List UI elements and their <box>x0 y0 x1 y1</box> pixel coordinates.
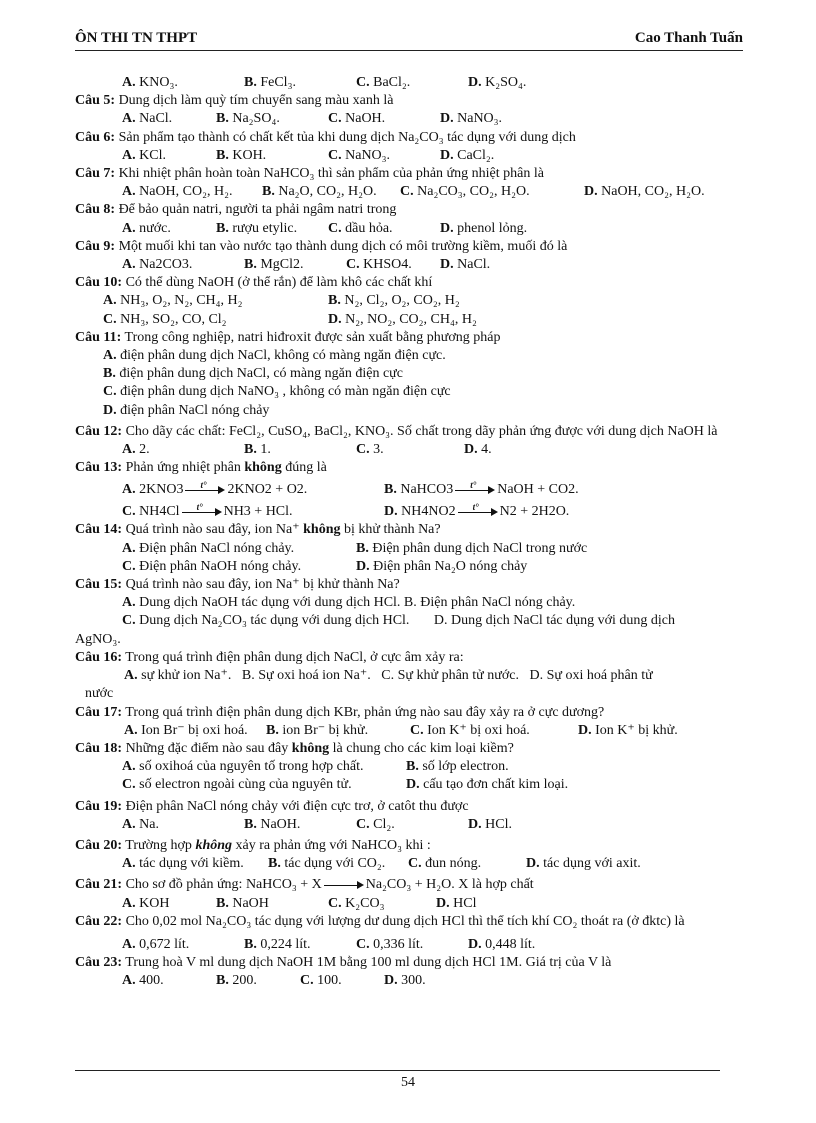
option: C. K₂CO₃ <box>328 895 385 911</box>
option: C. Na₂CO₃, CO₂, H₂O. <box>400 184 530 200</box>
option: A. Điện phân NaCl nóng chảy. <box>122 540 295 556</box>
option: B. 200. <box>216 973 257 989</box>
option: C. Cl₂. <box>356 816 395 832</box>
option: D. 300. <box>384 973 426 989</box>
option: D. CaCl₂. <box>440 147 495 163</box>
option: A. KOH <box>122 895 170 911</box>
option: A. NaCl. <box>122 111 173 127</box>
option: C. NH₃, SO₂, CO, Cl₂ <box>103 311 227 327</box>
option: C. 0,336 lít. <box>356 936 424 952</box>
page-number: 54 <box>401 1075 415 1090</box>
reaction-arrow-icon: t° <box>458 507 498 517</box>
options-q17 <box>75 722 743 740</box>
option: A. 400. <box>122 973 164 989</box>
option: B. điện phân dung dịch NaCl, có màng ngăn điện cực <box>103 366 403 382</box>
reaction-arrow-icon: t° <box>182 507 222 517</box>
option: C. NaNO₃. <box>328 147 391 163</box>
option: D. Ion K⁺ bị khử. <box>578 722 678 738</box>
question-8: Câu 8: Để bảo quản natri, người ta phải ngâm natri trong <box>75 202 397 218</box>
question-18: Câu 18: Những đặc điểm nào sau đây không là chung cho các kim loại kiềm? <box>75 740 514 756</box>
question-15: Câu 15: Quá trình nào sau đây, ion Na⁺ bị khử thành Na? <box>75 577 400 593</box>
header-title: ÔN THI TN THPT <box>75 30 198 46</box>
option: C. đun nóng. <box>408 856 482 872</box>
option: A. NaOH, CO₂, H₂. <box>122 184 233 200</box>
option: A. KNO₃. <box>122 75 178 90</box>
option: D. NH4NO2 t° N2 + 2H2O. <box>384 502 570 520</box>
option: D. điện phân NaCl nóng chảy <box>103 402 270 418</box>
option-line: A. sự khử ion Na⁺. B. Sự oxi hoá ion Na⁺. C. Sự khử phân tử nước. D. Sự oxi hoá phân tử <box>124 668 653 684</box>
question-10: Câu 10: Có thể dùng NaOH (ở thể rắn) để làm khô các chất khí <box>75 275 433 291</box>
option: D. cấu tạo đơn chất kim loại. <box>406 777 569 793</box>
question-16: Câu 16: Trong quá trình điện phân dung dịch NaCl, ở cực âm xảy ra: <box>75 649 464 665</box>
option: B. N₂, Cl₂, O₂, CO₂, H₂ <box>328 293 460 309</box>
options-q13-row1 <box>75 477 743 499</box>
option: A. 2. <box>122 442 150 458</box>
option: A. số oxihoá của nguyên tố trong hợp chất. <box>122 759 364 775</box>
options-q5 <box>75 110 743 128</box>
option: B. KOH. <box>216 147 267 163</box>
options-q13-row2 <box>75 499 743 521</box>
options-q18-row1 <box>75 758 743 776</box>
option: A. 2KNO3 t° 2KNO2 + O2. <box>122 480 308 498</box>
options-q19 <box>75 816 743 834</box>
option: C. Ion K⁺ bị oxi hoá. <box>410 722 530 738</box>
option: A. NH₃, O₂, N₂, CH₄, H₂ <box>103 293 243 309</box>
reaction-arrow-icon: t° <box>185 485 225 495</box>
options-q6 <box>75 147 743 165</box>
option-line: C. Dung dịch Na₂CO₃ tác dụng với dung dịch HCl. D. Dung dịch NaCl tác dụng với dung dịch <box>122 613 676 629</box>
question-list <box>75 74 743 991</box>
option: A. điện phân dung dịch NaCl, không có màng ngăn điện cực. <box>103 348 446 364</box>
option: D. Điện phân Na₂O nóng chảy <box>356 558 528 574</box>
option: A. nước. <box>122 220 171 236</box>
options-q14-row2 <box>75 558 743 576</box>
reaction-arrow-icon: t° <box>455 485 495 495</box>
option: D. N₂, NO₂, CO₂, CH₄, H₂ <box>328 311 477 327</box>
option: B. FeCl₃. <box>244 75 296 90</box>
question-23: Câu 23: Trung hoà V ml dung dịch NaOH 1M bằng 100 ml dung dịch HCl 1M. Giá trị của V là <box>75 955 612 971</box>
option: B. NaOH <box>216 895 269 911</box>
option: C. Điện phân NaOH nóng chảy. <box>122 558 302 574</box>
option: B. NaOH. <box>244 816 301 832</box>
option-continuation: nước <box>85 686 114 702</box>
option: B. MgCl2. <box>244 257 304 273</box>
option: D. NaCl. <box>440 257 491 273</box>
option: C. BaCl₂. <box>356 75 411 90</box>
question-5: Câu 5: Dung dịch làm quỳ tím chuyển sang màu xanh là <box>75 93 394 109</box>
footer-divider <box>75 1070 720 1071</box>
question-13: Câu 13: Phản ứng nhiệt phân không đúng là <box>75 460 327 476</box>
option: D. HCl <box>436 895 477 911</box>
option: B. số lớp electron. <box>406 759 509 775</box>
option-continuation: AgNO₃. <box>75 631 121 647</box>
reaction-arrow-icon <box>324 880 364 890</box>
option: B. Na₂SO₄. <box>216 111 280 127</box>
option: C. số electron ngoài cùng của nguyên tử. <box>122 777 352 793</box>
option: B. ion Br⁻ bị khử. <box>266 722 369 738</box>
question-7: Câu 7: Khi nhiệt phân hoàn toàn NaHCO₃ thì sản phẩm của phản ứng nhiệt phân là <box>75 166 544 182</box>
options-q23 <box>75 972 743 990</box>
options-q8 <box>75 220 743 238</box>
options-q7 <box>75 183 743 201</box>
option: B. 0,224 lít. <box>244 936 311 952</box>
option: D. 0,448 lít. <box>468 936 536 952</box>
option: C. điện phân dung dịch NaNO₃ , không có màn ngăn điện cực <box>103 384 451 400</box>
option: C. KHSO4. <box>346 257 412 273</box>
option: D. NaNO₃. <box>440 111 503 127</box>
question-22: Câu 22: Cho 0,02 mol Na₂CO₃ tác dụng với lượng dư dung dịch HCl thì thể tích khí CO₂ thoát ra (ở đktc) là <box>75 913 685 929</box>
question-21: Câu 21: Cho sơ đồ phản ứng: NaHCO₃ + X Na₂CO₃ + H₂O. X là hợp chất <box>75 877 534 893</box>
option: A. Na. <box>122 816 159 832</box>
options-q4 <box>75 74 743 92</box>
option: C. NH4Cl t° NH3 + HCl. <box>122 502 293 520</box>
question-17: Câu 17: Trong quá trình điện phân dung dịch KBr, phản ứng nào sau đây xảy ra ở cực dương? <box>75 704 605 720</box>
question-20: Câu 20: Trường hợp không xảy ra phản ứng với NaHCO₃ khi : <box>75 837 431 853</box>
option: B. Na₂O, CO₂, H₂O. <box>262 184 377 200</box>
option: D. NaOH, CO₂, H₂O. <box>584 184 705 200</box>
option: C. dầu hỏa. <box>328 220 393 236</box>
header-author: Cao Thanh Tuấn <box>634 30 743 46</box>
option: A. tác dụng với kiềm. <box>122 856 244 872</box>
option: B. tác dụng với CO₂. <box>268 856 386 872</box>
options-q21 <box>75 895 743 913</box>
option: A. KCl. <box>122 147 166 163</box>
option: A. Ion Br⁻ bị oxi hoá. <box>124 722 248 738</box>
options-q9 <box>75 256 743 274</box>
options-q14-row1 <box>75 540 743 558</box>
question-12: Câu 12: Cho dãy các chất: FeCl₂, CuSO₄, BaCl₂, KNO₃. Số chất trong dãy phản ứng được với dung dịch NaOH là <box>75 423 718 439</box>
options-q18-row2 <box>75 776 743 794</box>
option: B. rượu etylic. <box>216 220 298 236</box>
question-6: Câu 6: Sản phẩm tạo thành có chất kết tủa khi dung dịch Na₂CO₃ tác dụng với dung dịch <box>75 129 576 145</box>
question-19: Câu 19: Điện phân NaCl nóng chảy với điện cực trơ, ở catôt thu được <box>75 798 469 814</box>
option: B. 1. <box>244 442 271 458</box>
option: D. phenol lỏng. <box>440 220 528 236</box>
option: A. Na2CO3. <box>122 257 193 273</box>
question-11: Câu 11: Trong công nghiệp, natri hiđroxit được sản xuất bằng phương pháp <box>75 329 501 345</box>
options-q10-row2 <box>75 311 743 329</box>
option: C. 3. <box>356 442 384 458</box>
options-q12 <box>75 441 743 459</box>
page-header <box>75 28 743 51</box>
option: D. HCl. <box>468 816 512 832</box>
option: D. 4. <box>464 442 492 458</box>
option: D. tác dụng với axit. <box>526 856 641 872</box>
option: C. 100. <box>300 973 342 989</box>
options-q10-row1 <box>75 292 743 310</box>
option-line: A. Dung dịch NaOH tác dụng với dung dịch HCl. B. Điện phân NaCl nóng chảy. <box>122 595 576 611</box>
option: C. NaOH. <box>328 111 386 127</box>
option: D. K₂SO₄. <box>468 75 527 90</box>
question-14: Câu 14: Quá trình nào sau đây, ion Na⁺ không bị khử thành Na? <box>75 522 441 538</box>
options-q22 <box>75 936 743 954</box>
option: B. NaHCO3 t° NaOH + CO2. <box>384 480 579 498</box>
question-9: Câu 9: Một muối khi tan vào nước tạo thành dung dịch có môi trường kiềm, muối đó là <box>75 238 568 254</box>
options-q20 <box>75 855 743 873</box>
option: A. 0,672 lít. <box>122 936 190 952</box>
option: B. Điện phân dung dịch NaCl trong nước <box>356 540 588 556</box>
